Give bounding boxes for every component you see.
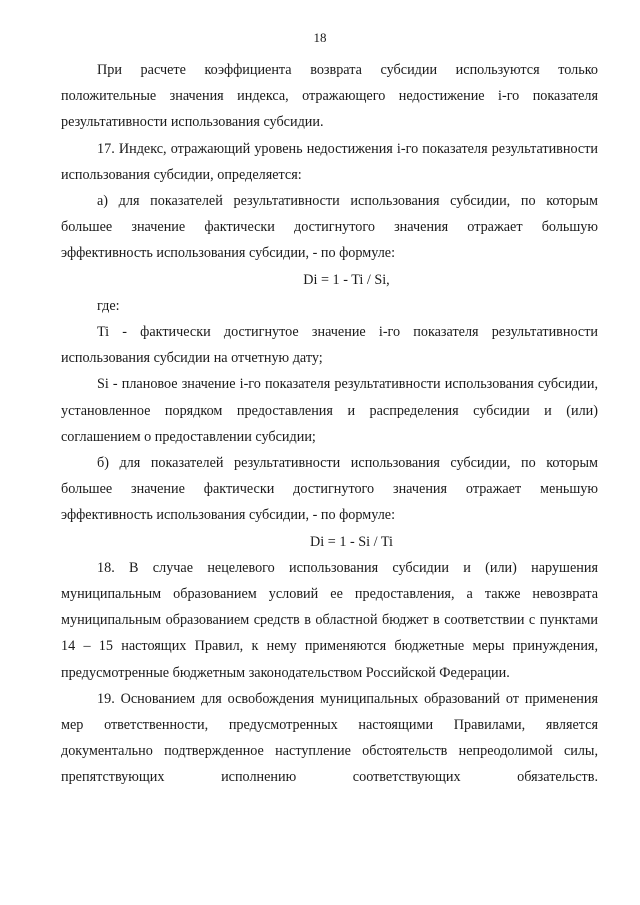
- definition-si: Si - плановое значение i-го показателя результативности использования субсидии, установленное порядком предоставления и распределения субсидии и (или) соглашением о предоставлении субсидии;: [61, 376, 598, 445]
- document-body: [61, 57, 598, 791]
- definition-ti: Ti - фактически достигнутое значение i-го показателя результативности использования субсидии на отчетную дату;: [61, 324, 598, 367]
- paragraph-18: 18. В случае нецелевого использования субсидии и (или) нарушения муниципальным образованием условий ее предоставления, а также невозврата муниципальным образованием средств в областной бюджет в соответствии с пунктами 14 – 15 настоящих Правил, к нему применяются бюджетные меры принуждения, предусмотренные бюджетным законодательством Российской Федерации.: [61, 559, 598, 681]
- paragraph-coefficient-note: При расчете коэффициента возврата субсидии используются только положительные значения индекса, отражающего недостижение i-го показателя результативности использования субсидии.: [61, 62, 598, 131]
- formula-di-si-ti: Di = 1 - Si / Ti: [310, 533, 393, 550]
- formula-di-ti-si: Di = 1 - Ti / Si,: [303, 271, 390, 288]
- page-number: 18: [313, 30, 327, 45]
- where-label: где:: [97, 297, 120, 314]
- paragraph-17b: б) для показателей результативности использования субсидии, по которым большее значение фактически достигнутого значения отражает меньшую эффективность использования субсидии, - по формуле:: [61, 455, 598, 524]
- paragraph-17a: а) для показателей результативности использования субсидии, по которым большее значение фактически достигнутого значения отражает большую эффективность использования субсидии, - по формуле:: [61, 193, 598, 262]
- paragraph-17: 17. Индекс, отражающий уровень недостижения i-го показателя результативности использования субсидии, определяется:: [61, 140, 598, 183]
- paragraph-19: 19. Основанием для освобождения муниципальных образований от применения мер ответственности, предусмотренных настоящими Правилами, является документально подтвержденное наступление обстоятельств непреодолимой силы, препятствующих исполнению соответствующих обязательств.: [61, 690, 598, 786]
